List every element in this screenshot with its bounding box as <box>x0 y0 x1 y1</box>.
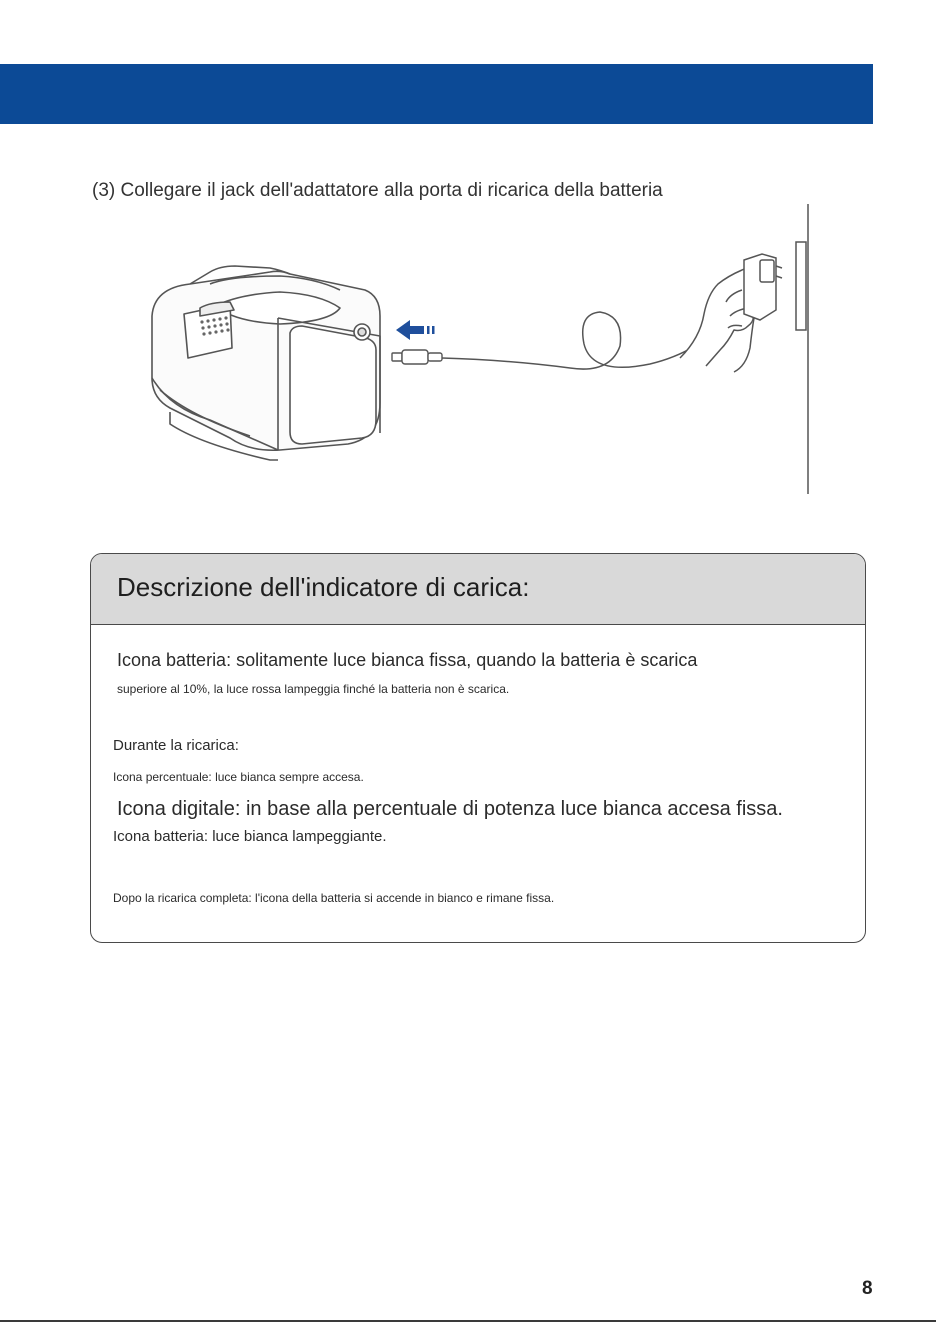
arrow-left-icon <box>396 320 435 340</box>
charging-heading: Durante la ricarica: <box>113 737 239 754</box>
battery-icon-detail: superiore al 10%, la luce rossa lampeggia finché la batteria non è scarica. <box>117 682 510 696</box>
wall-outlet-icon <box>796 204 808 494</box>
battery-icon-line: Icona batteria: solitamente luce bianca fissa, quando la batteria è scarica <box>117 650 698 670</box>
printer-icon <box>152 266 380 460</box>
charge-indicator-title: Descrizione dell'indicatore di carica: <box>117 572 530 602</box>
usb-plug-icon <box>392 350 442 364</box>
charging-illustration <box>130 198 830 498</box>
charge-indicator-box-header <box>91 554 865 625</box>
header-band <box>0 64 873 124</box>
step-caption: (3) Collegare il jack dell'adattatore alla porta di ricarica della batteria <box>92 180 663 201</box>
digital-icon-line: Icona digitale: in base alla percentuale di potenza luce bianca accesa fissa. <box>117 798 783 820</box>
page-number: 8 <box>862 1278 873 1299</box>
charge-indicator-box <box>90 553 866 943</box>
bottom-rule <box>0 1320 936 1322</box>
after-charge-line: Dopo la ricarica completa: l'icona della batteria si accende in bianco e rimane fissa. <box>113 891 555 905</box>
battery-blink-line: Icona batteria: luce bianca lampeggiante. <box>113 828 387 845</box>
percent-icon-line: Icona percentuale: luce bianca sempre accesa. <box>113 770 364 784</box>
